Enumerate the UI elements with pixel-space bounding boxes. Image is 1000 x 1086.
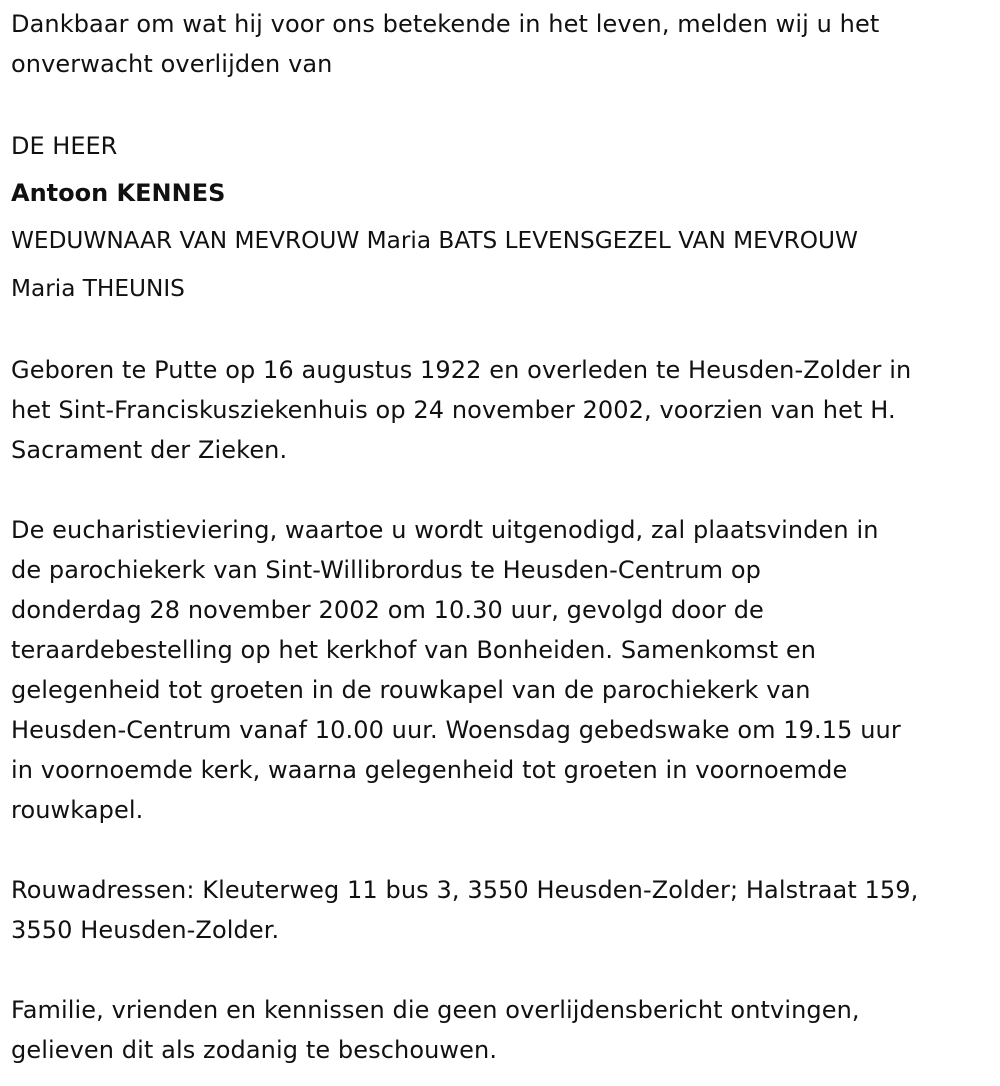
relation-line: Maria THEUNIS	[11, 275, 185, 302]
relation-line: WEDUWNAAR VAN MEVROUW Maria BATS LEVENSGEZEL VAN MEVROUW	[11, 227, 858, 254]
death-notice	[11, 4, 996, 1070]
intro-line: onverwacht overlijden van	[11, 50, 333, 78]
intro-paragraph	[11, 4, 996, 84]
deceased-name: Antoon KENNES	[11, 179, 226, 207]
ceremony-line: in voornoemde kerk, waarna gelegenheid tot groeten in voornoemde	[11, 756, 848, 784]
intro-line: Dankbaar om wat hij voor ons betekende in het leven, melden wij u het	[11, 10, 880, 38]
ceremony-line: donderdag 28 november 2002 om 10.30 uur, gevolgd door de	[11, 596, 764, 624]
closing-paragraph	[11, 990, 996, 1070]
birth-death-line: het Sint-Franciskusziekenhuis op 24 november 2002, voorzien van het H.	[11, 396, 896, 424]
spacer	[11, 470, 996, 510]
closing-line: Familie, vrienden en kennissen die geen overlijdensbericht ontvingen,	[11, 996, 860, 1024]
spacer	[11, 84, 996, 124]
ceremony-paragraph	[11, 510, 996, 830]
spacer	[11, 830, 996, 870]
ceremony-line: gelegenheid tot groeten in de rouwkapel van de parochiekerk van	[11, 676, 811, 704]
addresses-paragraph	[11, 870, 996, 950]
ceremony-line: de parochiekerk van Sint-Willibrordus te Heusden-Centrum op	[11, 556, 762, 584]
honorific: DE HEER	[11, 132, 118, 160]
spacer	[11, 950, 996, 990]
ceremony-line: Heusden-Centrum vanaf 10.00 uur. Woensdag gebedswake om 19.15 uur	[11, 716, 901, 744]
closing-line: gelieven dit als zodanig te beschouwen.	[11, 1036, 498, 1064]
birth-death-line: Sacrament der Zieken.	[11, 436, 288, 464]
ceremony-line: rouwkapel.	[11, 796, 144, 824]
spacer	[11, 313, 996, 350]
birth-death-paragraph	[11, 350, 996, 470]
ceremony-line: De eucharistieviering, waartoe u wordt uitgenodigd, zal plaatsvinden in	[11, 516, 879, 544]
birth-death-line: Geboren te Putte op 16 augustus 1922 en overleden te Heusden-Zolder in	[11, 356, 912, 384]
ceremony-line: teraardebestelling op het kerkhof van Bonheiden. Samenkomst en	[11, 636, 817, 664]
relations-paragraph	[11, 217, 996, 313]
address-line: Rouwadressen: Kleuterweg 11 bus 3, 3550 Heusden-Zolder; Halstraat 159,	[11, 876, 919, 904]
address-line: 3550 Heusden-Zolder.	[11, 916, 280, 944]
